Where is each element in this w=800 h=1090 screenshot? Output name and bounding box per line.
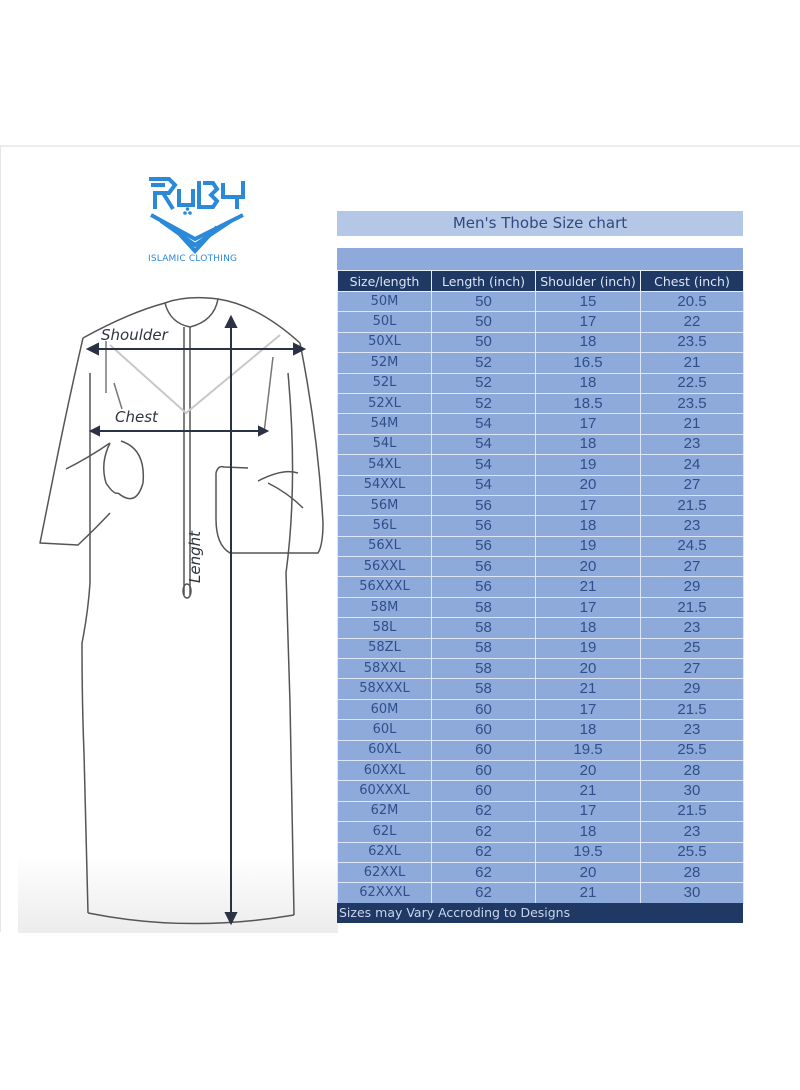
column-header-chest: Chest (inch) (641, 271, 744, 292)
cell-length: 60 (432, 699, 536, 719)
cell-shoulder: 20 (536, 659, 641, 679)
cell-chest: 23 (641, 618, 744, 638)
size-chart-table (337, 270, 744, 904)
chest-label: Chest (115, 408, 158, 426)
cell-length: 60 (432, 740, 536, 760)
column-header-length: Length (inch) (432, 271, 536, 292)
cell-shoulder: 19.5 (536, 740, 641, 760)
cell-shoulder: 20 (536, 475, 641, 495)
cell-shoulder: 21 (536, 883, 641, 903)
cell-chest: 21.5 (641, 801, 744, 821)
cell-shoulder: 19 (536, 455, 641, 475)
cell-length: 58 (432, 659, 536, 679)
cell-shoulder: 17 (536, 495, 641, 515)
table-row (338, 659, 744, 679)
cell-chest: 22.5 (641, 373, 744, 393)
cell-shoulder: 17 (536, 597, 641, 617)
cell-length: 56 (432, 536, 536, 556)
cell-size: 62XXXL (338, 883, 432, 903)
cell-shoulder: 21 (536, 781, 641, 801)
cell-size: 50M (338, 292, 432, 312)
cell-shoulder: 17 (536, 801, 641, 821)
cell-size: 62L (338, 822, 432, 842)
cell-length: 62 (432, 883, 536, 903)
cell-length: 54 (432, 434, 536, 454)
cell-chest: 28 (641, 760, 744, 780)
table-row (338, 536, 744, 556)
cell-chest: 27 (641, 659, 744, 679)
chart-spacer-bar (337, 248, 743, 270)
cell-size: 60L (338, 720, 432, 740)
cell-length: 56 (432, 577, 536, 597)
cell-shoulder: 20 (536, 862, 641, 882)
cell-shoulder: 15 (536, 292, 641, 312)
cell-shoulder: 20 (536, 557, 641, 577)
table-row (338, 638, 744, 658)
cell-length: 50 (432, 312, 536, 332)
table-row (338, 740, 744, 760)
cell-size: 54XL (338, 455, 432, 475)
cell-length: 60 (432, 760, 536, 780)
cell-chest: 21 (641, 414, 744, 434)
cell-size: 62XXL (338, 862, 432, 882)
cell-length: 56 (432, 495, 536, 515)
cell-chest: 21.5 (641, 495, 744, 515)
table-row (338, 516, 744, 536)
column-header-shoulder: Shoulder (inch) (536, 271, 641, 292)
table-row (338, 720, 744, 740)
table-row (338, 801, 744, 821)
cell-size: 56XXL (338, 557, 432, 577)
cell-shoulder: 17 (536, 699, 641, 719)
cell-shoulder: 17 (536, 312, 641, 332)
cell-chest: 23 (641, 720, 744, 740)
cell-size: 60XXL (338, 760, 432, 780)
table-header-row (338, 271, 744, 292)
cell-length: 62 (432, 822, 536, 842)
cell-length: 60 (432, 720, 536, 740)
cell-size: 62XL (338, 842, 432, 862)
cell-length: 56 (432, 516, 536, 536)
chart-footnote: Sizes may Vary Accroding to Designs (337, 903, 743, 923)
table-row (338, 332, 744, 352)
cell-size: 52M (338, 353, 432, 373)
cell-shoulder: 17 (536, 414, 641, 434)
table-row (338, 353, 744, 373)
cell-length: 62 (432, 842, 536, 862)
cell-length: 52 (432, 353, 536, 373)
cell-length: 54 (432, 455, 536, 475)
cell-size: 54XXL (338, 475, 432, 495)
cell-shoulder: 19 (536, 536, 641, 556)
cell-size: 58M (338, 597, 432, 617)
cell-shoulder: 20 (536, 760, 641, 780)
table-row (338, 414, 744, 434)
cell-length: 62 (432, 862, 536, 882)
cell-chest: 30 (641, 781, 744, 801)
cell-size: 60XL (338, 740, 432, 760)
shoulder-label: Shoulder (101, 326, 168, 344)
cell-shoulder: 18 (536, 434, 641, 454)
table-row (338, 292, 744, 312)
cell-chest: 23.5 (641, 332, 744, 352)
table-row (338, 883, 744, 903)
brand-subtitle: ISLAMIC CLOTHING (148, 254, 238, 264)
column-header-size: Size/length (338, 271, 432, 292)
cell-chest: 25 (641, 638, 744, 658)
cell-size: 62M (338, 801, 432, 821)
cell-length: 58 (432, 597, 536, 617)
cell-chest: 24 (641, 455, 744, 475)
cell-size: 58ZL (338, 638, 432, 658)
cell-size: 50L (338, 312, 432, 332)
cell-shoulder: 18 (536, 720, 641, 740)
table-row (338, 455, 744, 475)
cell-chest: 29 (641, 577, 744, 597)
cell-shoulder: 18 (536, 618, 641, 638)
cell-length: 60 (432, 781, 536, 801)
cell-chest: 27 (641, 475, 744, 495)
cell-chest: 21.5 (641, 699, 744, 719)
cell-size: 58XXXL (338, 679, 432, 699)
top-divider (0, 145, 800, 147)
cell-size: 60M (338, 699, 432, 719)
cell-shoulder: 18 (536, 516, 641, 536)
table-row (338, 557, 744, 577)
table-row (338, 475, 744, 495)
cell-chest: 23 (641, 822, 744, 842)
cell-shoulder: 19 (536, 638, 641, 658)
cell-chest: 30 (641, 883, 744, 903)
cell-length: 58 (432, 618, 536, 638)
cell-chest: 25.5 (641, 842, 744, 862)
table-row (338, 312, 744, 332)
cell-shoulder: 18 (536, 822, 641, 842)
left-divider (0, 147, 1, 932)
cell-length: 50 (432, 292, 536, 312)
cell-shoulder: 21 (536, 679, 641, 699)
table-row (338, 373, 744, 393)
cell-length: 58 (432, 638, 536, 658)
table-row (338, 393, 744, 413)
cell-size: 56XXXL (338, 577, 432, 597)
cell-size: 56M (338, 495, 432, 515)
cell-chest: 22 (641, 312, 744, 332)
cell-chest: 21 (641, 353, 744, 373)
cell-length: 54 (432, 414, 536, 434)
cell-chest: 25.5 (641, 740, 744, 760)
cell-chest: 20.5 (641, 292, 744, 312)
cell-size: 56L (338, 516, 432, 536)
table-row (338, 597, 744, 617)
table-row (338, 781, 744, 801)
table-row (338, 699, 744, 719)
thobe-outline-icon (18, 283, 338, 933)
table-row (338, 862, 744, 882)
cell-size: 52XL (338, 393, 432, 413)
cell-shoulder: 18 (536, 373, 641, 393)
cell-length: 50 (432, 332, 536, 352)
cell-chest: 28 (641, 862, 744, 882)
cell-size: 58L (338, 618, 432, 638)
table-row (338, 842, 744, 862)
cell-chest: 29 (641, 679, 744, 699)
cell-chest: 23 (641, 516, 744, 536)
cell-length: 54 (432, 475, 536, 495)
cell-chest: 27 (641, 557, 744, 577)
cell-size: 56XL (338, 536, 432, 556)
table-row (338, 495, 744, 515)
cell-length: 56 (432, 557, 536, 577)
length-label: Lenght (186, 530, 204, 583)
cell-shoulder: 19.5 (536, 842, 641, 862)
cell-size: 54M (338, 414, 432, 434)
cell-shoulder: 21 (536, 577, 641, 597)
cell-shoulder: 16.5 (536, 353, 641, 373)
table-row (338, 434, 744, 454)
table-row (338, 679, 744, 699)
table-row (338, 618, 744, 638)
cell-chest: 23.5 (641, 393, 744, 413)
cell-length: 52 (432, 373, 536, 393)
cell-length: 52 (432, 393, 536, 413)
ruby-logo-icon (143, 175, 253, 255)
cell-shoulder: 18 (536, 332, 641, 352)
chart-title: Men's Thobe Size chart (337, 211, 743, 236)
cell-size: 58XXL (338, 659, 432, 679)
cell-size: 50XL (338, 332, 432, 352)
table-row (338, 760, 744, 780)
cell-length: 62 (432, 801, 536, 821)
cell-chest: 21.5 (641, 597, 744, 617)
cell-size: 54L (338, 434, 432, 454)
thobe-measurement-illustration (18, 283, 338, 933)
cell-size: 60XXXL (338, 781, 432, 801)
cell-chest: 24.5 (641, 536, 744, 556)
cell-shoulder: 18.5 (536, 393, 641, 413)
cell-size: 52L (338, 373, 432, 393)
cell-length: 58 (432, 679, 536, 699)
cell-chest: 23 (641, 434, 744, 454)
table-row (338, 822, 744, 842)
table-row (338, 577, 744, 597)
